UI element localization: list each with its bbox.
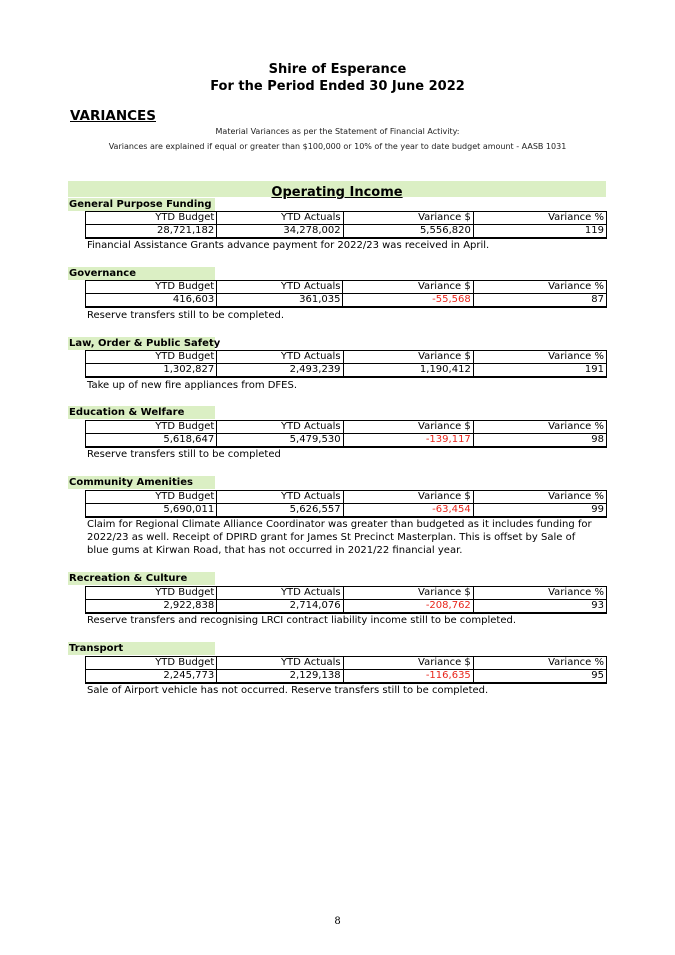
col-header-ytd-budget: YTD Budget <box>86 351 217 364</box>
cell-variance-pct: 99 <box>473 504 606 518</box>
report-period: For the Period Ended 30 June 2022 <box>210 79 465 94</box>
col-header-variance-pct: Variance % <box>473 421 606 434</box>
explanation: Reserve transfers still to be completed. <box>87 310 285 321</box>
cell-ytd-actuals: 5,479,530 <box>217 434 343 448</box>
col-header-ytd-actuals: YTD Actuals <box>217 281 343 294</box>
explanation <box>87 518 607 557</box>
cell-variance: 1,190,412 <box>343 364 473 378</box>
cell-ytd-budget: 416,603 <box>86 294 217 308</box>
category-label: Transport <box>68 642 215 655</box>
explanation-line: Claim for Regional Climate Alliance Coordinator was greater than budgeted as it includes funding for <box>87 519 592 530</box>
note-line-2: Variances are explained if equal or greater than $100,000 or 10% of the year to date budget amount - AASB 1031 <box>108 142 567 151</box>
cell-variance: -63,454 <box>343 504 473 518</box>
note-line-1: Material Variances as per the Statement of Financial Activity: <box>215 127 460 136</box>
explanation: Financial Assistance Grants advance payment for 2022/23 was received in April. <box>87 240 490 251</box>
cell-variance-pct: 95 <box>473 670 606 684</box>
cell-ytd-actuals: 2,493,239 <box>217 364 343 378</box>
category-governance <box>68 267 606 280</box>
cell-variance: 5,556,820 <box>343 225 473 239</box>
cell-ytd-budget: 1,302,827 <box>86 364 217 378</box>
page-number: 8 <box>334 916 341 927</box>
category-label: General Purpose Funding <box>68 198 215 211</box>
cell-ytd-budget: 28,721,182 <box>86 225 217 239</box>
col-header-ytd-actuals: YTD Actuals <box>217 351 343 364</box>
cell-variance-pct: 93 <box>473 600 606 614</box>
category-law-order-public-safety <box>68 337 606 350</box>
col-header-ytd-budget: YTD Budget <box>86 281 217 294</box>
category-label: Law, Order & Public Safety <box>69 338 221 349</box>
col-header-ytd-actuals: YTD Actuals <box>217 587 343 600</box>
col-header-variance: Variance $ <box>343 281 473 294</box>
section-title: Operating Income <box>271 185 403 200</box>
category-label: Governance <box>68 267 215 280</box>
col-header-ytd-actuals: YTD Actuals <box>217 657 343 670</box>
col-header-ytd-budget: YTD Budget <box>86 491 217 504</box>
col-header-variance: Variance $ <box>343 421 473 434</box>
category-label: Community Amenities <box>68 476 215 489</box>
cell-ytd-actuals: 5,626,557 <box>217 504 343 518</box>
report-title: Shire of Esperance <box>268 62 407 77</box>
col-header-ytd-budget: YTD Budget <box>86 587 217 600</box>
col-header-variance: Variance $ <box>343 351 473 364</box>
variance-table <box>85 350 607 378</box>
category-community-amenities <box>68 476 606 489</box>
explanation: Sale of Airport vehicle has not occurred. Reserve transfers still to be completed. <box>87 685 489 696</box>
cell-ytd-budget: 5,690,011 <box>86 504 217 518</box>
category-education-welfare <box>68 406 606 419</box>
cell-ytd-actuals: 2,714,076 <box>217 600 343 614</box>
variance-table <box>85 490 607 518</box>
col-header-variance-pct: Variance % <box>473 351 606 364</box>
cell-variance-pct: 119 <box>473 225 606 239</box>
col-header-ytd-actuals: YTD Actuals <box>217 421 343 434</box>
cell-variance: -116,635 <box>343 670 473 684</box>
col-header-variance-pct: Variance % <box>473 281 606 294</box>
explanation: Reserve transfers still to be completed <box>87 449 281 460</box>
cell-variance: -55,568 <box>343 294 473 308</box>
variance-table <box>85 420 607 448</box>
cell-variance-pct: 98 <box>473 434 606 448</box>
variance-table <box>85 586 607 614</box>
category-general-purpose-funding <box>68 198 606 211</box>
variance-table <box>85 280 607 308</box>
cell-variance-pct: 87 <box>473 294 606 308</box>
category-recreation-culture <box>68 572 606 585</box>
variance-table <box>85 656 607 684</box>
col-header-ytd-actuals: YTD Actuals <box>217 212 343 225</box>
col-header-ytd-actuals: YTD Actuals <box>217 491 343 504</box>
col-header-variance-pct: Variance % <box>473 491 606 504</box>
col-header-ytd-budget: YTD Budget <box>86 657 217 670</box>
col-header-variance-pct: Variance % <box>473 657 606 670</box>
cell-ytd-budget: 2,245,773 <box>86 670 217 684</box>
explanation-line: 2022/23 as well. Receipt of DPIRD grant for James St Precinct Masterplan. This is offset by Sale of <box>87 532 576 543</box>
cell-ytd-budget: 5,618,647 <box>86 434 217 448</box>
col-header-ytd-budget: YTD Budget <box>86 212 217 225</box>
cell-ytd-actuals: 361,035 <box>217 294 343 308</box>
col-header-ytd-budget: YTD Budget <box>86 421 217 434</box>
category-label: Education & Welfare <box>68 406 215 419</box>
col-header-variance: Variance $ <box>343 212 473 225</box>
variance-table <box>85 211 607 239</box>
category-label: Recreation & Culture <box>68 572 215 585</box>
col-header-variance-pct: Variance % <box>473 587 606 600</box>
col-header-variance: Variance $ <box>343 491 473 504</box>
explanation: Reserve transfers and recognising LRCI contract liability income still to be completed. <box>87 615 517 626</box>
category-transport <box>68 642 606 655</box>
cell-variance: -139,117 <box>343 434 473 448</box>
variances-heading: VARIANCES <box>70 108 156 124</box>
cell-ytd-actuals: 2,129,138 <box>217 670 343 684</box>
cell-ytd-budget: 2,922,838 <box>86 600 217 614</box>
section-header-operating-income <box>68 181 606 200</box>
col-header-variance-pct: Variance % <box>473 212 606 225</box>
col-header-variance: Variance $ <box>343 657 473 670</box>
cell-variance: -208,762 <box>343 600 473 614</box>
cell-variance-pct: 191 <box>473 364 606 378</box>
col-header-variance: Variance $ <box>343 587 473 600</box>
cell-ytd-actuals: 34,278,002 <box>217 225 343 239</box>
explanation: Take up of new fire appliances from DFES. <box>87 380 298 391</box>
explanation-line: blue gums at Kirwan Road, that has not occurred in 2021/22 financial year. <box>87 545 463 556</box>
